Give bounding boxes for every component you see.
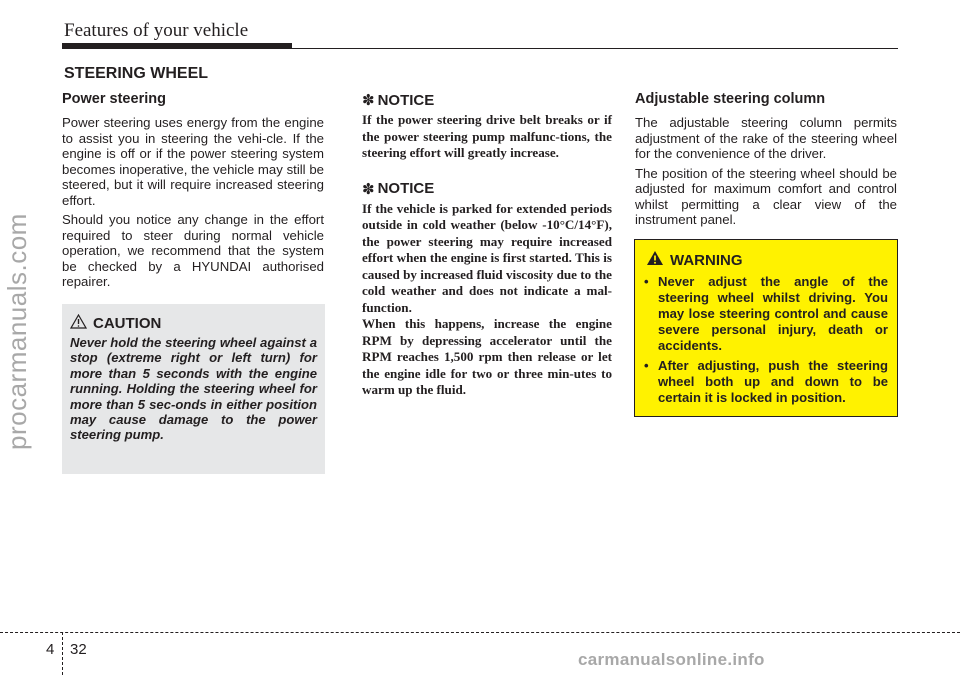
page-number: 32 xyxy=(70,641,87,658)
adjustable-column xyxy=(635,91,897,232)
notice-star-icon: ✽ xyxy=(362,92,375,109)
side-watermark xyxy=(2,213,42,490)
warning-item-text: Never adjust the angle of the steering wheel whilst driving. You may lose steering control and cause severe personal injury, death or accidents. xyxy=(658,274,888,353)
warning-item xyxy=(644,274,888,354)
notice-1-label: NOTICE xyxy=(377,91,435,109)
footer-dashed-divider xyxy=(62,632,63,675)
adjustable-heading: Adjustable steering column xyxy=(635,91,826,107)
bottom-watermark: carmanualsonline.info xyxy=(578,650,765,669)
warning-label: WARNING xyxy=(670,251,743,269)
header-rule xyxy=(292,48,898,49)
power-steering-column xyxy=(62,91,324,294)
adjustable-paragraph-2: The position of the steering wheel should be adjusted for maximum comfort and control whilst permitting a clear view of the instrument panel. xyxy=(635,165,897,227)
footer-dashed-rule xyxy=(0,632,960,633)
page-chapter: 4 xyxy=(46,641,55,658)
notice-1-heading xyxy=(362,91,612,109)
notice-1-text: If the power steering drive belt breaks or if the power steering pump malfunc-tions, the steering effort will greatly increase. xyxy=(362,112,612,160)
caution-text: Never hold the steering wheel against a stop (extreme right or left turn) for more than 5 seconds with the engine running. Holding the steering wheel for more than 5 sec-onds in either position may cause damage to the power steering pump. xyxy=(70,335,317,443)
header-bar xyxy=(62,43,292,49)
notice-2-text-continued: When this happens, increase the engine RPM by depressing accelerator until the RPM reaches 1,500 rpm then release or let the engine idle for two or three min-utes to warm up the fluid. xyxy=(362,316,612,397)
warning-heading xyxy=(646,250,888,270)
warning-item-text: After adjusting, push the steering wheel both up and down to be certain it is locked in position. xyxy=(658,358,888,405)
notice-2-heading xyxy=(362,180,612,198)
header-title: Features of your vehicle xyxy=(64,20,249,41)
power-steering-paragraph-1: Power steering uses energy from the engine to assist you in steering the vehi-cle. If the engine is off or if the power steering system becomes inoperative, the vehicle may still be steered, but it will require increased steering effort. xyxy=(62,115,324,208)
notice-column xyxy=(362,91,612,417)
caution-triangle-icon xyxy=(70,314,87,333)
notice-star-icon: ✽ xyxy=(362,180,375,198)
section-title: STEERING WHEEL xyxy=(64,65,209,82)
warning-box xyxy=(634,239,898,417)
bullet: • xyxy=(644,274,649,289)
warning-triangle-icon xyxy=(646,250,664,270)
power-steering-heading: Power steering xyxy=(62,91,166,107)
adjustable-paragraph-1: The adjustable steering column permits adjustment of the rake of the steering wheel for the convenience of the driver. xyxy=(635,115,897,161)
side-watermark-text: procarmanuals.com xyxy=(2,213,32,450)
warning-item xyxy=(644,358,888,406)
caution-box xyxy=(62,304,325,474)
notice-2-label: NOTICE xyxy=(377,180,435,197)
caution-heading xyxy=(70,314,317,333)
power-steering-paragraph-2: Should you notice any change in the effort required to steer during normal vehicle operation, we recommend that the system be checked by a HYUNDAI authorised repairer. xyxy=(62,212,324,289)
bullet: • xyxy=(644,358,649,373)
notice-2-text: If the vehicle is parked for extended periods outside in cold weather (below -10°C/14°F), the power steering may require increased effort when the engine is first started. This is caused by increased fluid viscosity due to the cold weather and does not indicate a mal-function. xyxy=(362,200,612,315)
caution-label: CAUTION xyxy=(93,315,162,332)
warning-list xyxy=(644,274,888,406)
